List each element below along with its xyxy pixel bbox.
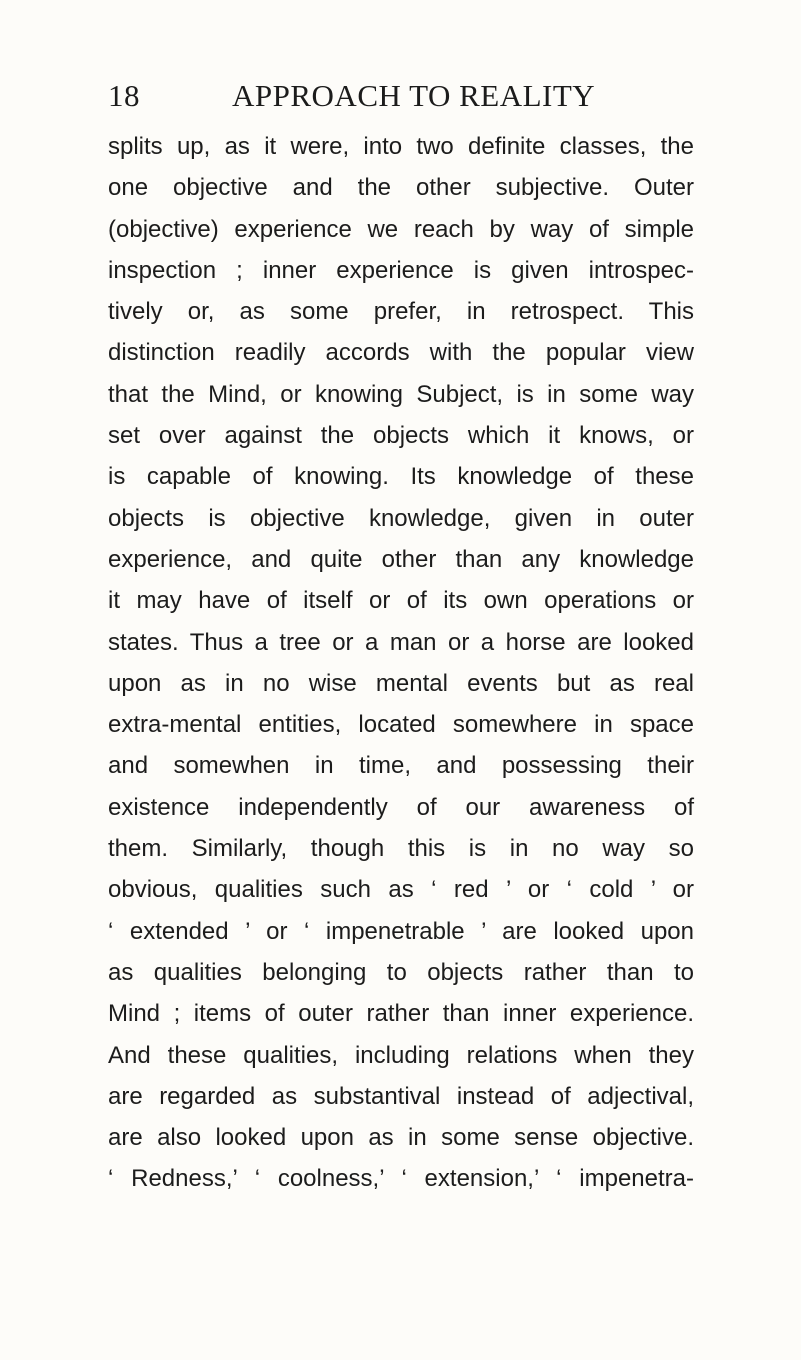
text-line: ‘ Redness,’ ‘ coolness,’ ‘ extension,’ ‘ impenetra-: [108, 1165, 694, 1193]
body-text: [108, 126, 694, 1200]
text-line: And these qualities, including relations when they: [108, 1041, 694, 1069]
text-line: are regarded as substantival instead of adjectival,: [108, 1082, 694, 1110]
text-line: inspection ; inner experience is given introspec-: [108, 256, 694, 284]
running-head: [108, 78, 690, 120]
text-line: distinction readily accords with the popular view: [108, 339, 694, 367]
text-line: one objective and the other subjective. Outer: [108, 174, 694, 202]
text-line: and somewhen in time, and possessing their: [108, 752, 694, 780]
text-line: (objective) experience we reach by way of simple: [108, 215, 694, 243]
text-line: splits up, as it were, into two definite classes, the: [108, 133, 694, 160]
text-line: obvious, qualities such as ‘ red ’ or ‘ cold ’ or: [108, 876, 694, 904]
text-line: upon as in no wise mental events but as real: [108, 669, 694, 697]
text-line: states. Thus a tree or a man or a horse are looked: [108, 628, 694, 656]
text-line: them. Similarly, though this is in no way so: [108, 835, 694, 863]
text-line: is capable of knowing. Its knowledge of these: [108, 463, 694, 491]
text-line: as qualities belonging to objects rather than to: [108, 958, 694, 986]
page-number: 18: [108, 78, 140, 113]
text-line: set over against the objects which it knows, or: [108, 422, 694, 450]
text-line: existence independently of our awareness of: [108, 793, 694, 821]
text-line: objects is objective knowledge, given in outer: [108, 504, 694, 532]
running-title: APPROACH TO REALITY: [232, 78, 596, 113]
text-line: extra-mental entities, located somewhere in space: [108, 711, 694, 739]
text-line: Mind ; items of outer rather than inner experience.: [108, 1000, 694, 1028]
text-line: are also looked upon as in some sense objective.: [108, 1124, 694, 1152]
text-line: ‘ extended ’ or ‘ impenetrable ’ are looked upon: [108, 917, 694, 945]
text-line: experience, and quite other than any knowledge: [108, 545, 694, 573]
text-line: tively or, as some prefer, in retrospect. This: [108, 298, 694, 326]
text-line: it may have of itself or of its own operations or: [108, 587, 694, 615]
text-line: that the Mind, or knowing Subject, is in some way: [108, 380, 694, 408]
